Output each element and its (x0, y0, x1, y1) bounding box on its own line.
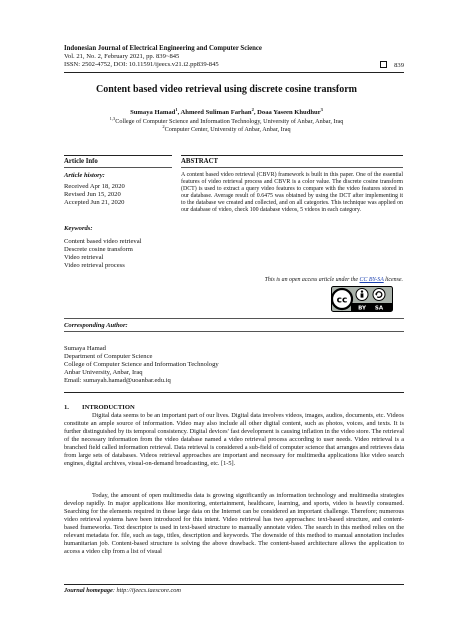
corresponding-bottom-rule (64, 392, 404, 393)
svg-text:cc: cc (336, 295, 348, 306)
affiliation-2-text: Computer Center, University of Anbar, Anbar, Iraq (164, 126, 291, 133)
oa-prefix: This is an open access article under the (264, 277, 360, 283)
history-accepted: Accepted Jun 21, 2020 (64, 199, 125, 206)
abstract-text: A content based video retrieval (CBVR) framework is built in this paper. One of the essential features of video retrieval process and CBVR is a color value. The discrete cosine transform (DCT) is used to extract a query video features to compare with the video features stored in our database. Average result of 0.6475 was obtained by using the DCT after implementing it to the database we created and collected, and on all categories. This technique was applied on our database of video, check 100 database videos, 5 videos in each category. (181, 172, 403, 214)
intro-number: 1. (64, 404, 69, 411)
homepage-url[interactable]: : http://ijeecs.iaescore.com (112, 587, 181, 594)
author-3: Doaa Yaseen Khudhur (257, 109, 321, 116)
cc-license-link[interactable]: CC BY-SA (359, 277, 384, 283)
intro-paragraph-2: Today, the amount of open multimedia data is growing significantly as information technology and multimedia strategies develop rapidly. In major applications like monitoring, entertainment, healthcare, learning, and sports, video is heavily consumed. Searching for the elements required in these large data on the Internet can be considered an important challenge. Therefore; numerous video retrieval systems have been introduced for this intent. Video retrieval has two approaches: text-based structure, and content-based frameworks. Text descriptor is used in text-based structure to manually annotate video. The search in this method relies on the relevant metadata for. file, such as tags, titles, description and keywords. The downside of this method to manual annotation includes humanitarian job. Content-based structure is solving the above drawback. The content-based architecture allows the application to access a video clip from a list of visual (64, 492, 404, 555)
article-info-heading: Article Info (64, 158, 98, 165)
author-list: Sumaya Hamad$^1$, Ahmeed Suliman Farhan$^2$, Doaa Yaseen Khudhur$^3$ (130, 107, 323, 116)
abstract-head-rule (181, 167, 403, 168)
paper-title: Content based video retrieval using discrete cosine transform (96, 84, 357, 95)
corresponding-label: Corresponding Author: (64, 322, 128, 329)
article-info-top-rule (64, 155, 172, 156)
corresponding-dept: Department of Computer Science (64, 353, 153, 361)
author-1: Sumaya Hamad (130, 109, 176, 116)
history-received: Received Apr 18, 2020 (64, 183, 125, 190)
cc-by-sa-badge-icon[interactable] (331, 286, 393, 312)
keyword-item: Video retrieval process (64, 262, 125, 269)
corresponding-email: Email: sumayah.hamad@uoanbar.edu.iq (64, 377, 171, 385)
corresponding-university: Anbar University, Anbar, Iraq (64, 369, 143, 377)
keywords-label: Keywords: (64, 225, 93, 232)
author-1-sup: 1 (175, 107, 178, 112)
corresponding-details (64, 345, 219, 385)
affiliation-1-sup: 1,3 (109, 116, 116, 121)
header-rule (64, 72, 404, 73)
open-access-note (181, 277, 403, 283)
keyword-item: Video retrieval (64, 254, 104, 261)
abstract-top-rule (181, 155, 403, 156)
square-icon (380, 61, 387, 68)
keywords-list (64, 238, 141, 270)
affiliation-2 (0, 126, 453, 133)
author-2-sup: 2 (251, 107, 254, 112)
affiliation-2-sup: 2 (162, 124, 165, 129)
introduction-heading (64, 404, 135, 411)
page-number-text: 839 (394, 62, 404, 69)
author-2: Ahmeed Suliman Farhan (180, 109, 252, 116)
keyword-item: Descrete cosine transform (64, 246, 133, 253)
issn-doi: ISSN: 2502-4752, DOI: 10.11591/ijeecs.v21.i2.pp839-845 (64, 61, 219, 68)
author-3-sup: 3 (320, 107, 323, 112)
history-revised: Revised Jun 15, 2020 (64, 191, 121, 198)
journal-name: Indonesian Journal of Electrical Engineering and Computer Science (64, 45, 262, 52)
cc-sa-text: SA (374, 305, 384, 312)
homepage-label: Journal homepage (64, 587, 113, 594)
footer-rule (64, 584, 404, 585)
history-list (64, 183, 125, 207)
keyword-item: Content based video retrieval (64, 238, 142, 245)
page-number (380, 61, 404, 70)
cc-by-text: BY (358, 305, 366, 312)
affiliation-1-text: College of Computer Science and Information Technology, University of Anbar, Anbar, Iraq (115, 118, 344, 125)
corresponding-rule (64, 331, 404, 332)
journal-header (64, 45, 404, 69)
volume-info: Vol. 21, No. 2, February 2021, pp. 839~845 (64, 53, 180, 60)
corresponding-name: Sumaya Hamad (64, 345, 106, 352)
oa-suffix: license. (383, 277, 403, 283)
intro-paragraph-1: Digital data seems to be an important part of our lives. Digital data involves videos, images, audios, documents, etc. Videos constitute an ample source of information. Video may also include all other digital content, such as photos, voices, and texts. It is further distinguished by its temporal consistency. Digital devices' fast development is causing inflation in the video store. The retrieval of the necessary information from the video database named a video retrieval process according to user needs. Video retrieval is a branched field called information retrieval. Data retrieval is considered a sub-field of computer science that arranges and retrieves data from large sets of databases. Videos retrieval approaches are important and necessary for multimedia applications like video search engines, digital archives, visual-on-demand broadcasting, etc. [1-5]. (64, 412, 404, 467)
corresponding-college: College of Computer Science and Information Technology (64, 361, 219, 369)
article-info-head-rule (64, 167, 172, 168)
affiliation-1 (0, 118, 453, 125)
abstract-bottom-rule (64, 318, 404, 319)
intro-title: INTRODUCTION (82, 404, 135, 411)
abstract-heading: ABSTRACT (181, 158, 219, 165)
history-label: Article history: (64, 172, 105, 179)
journal-homepage (64, 587, 181, 594)
